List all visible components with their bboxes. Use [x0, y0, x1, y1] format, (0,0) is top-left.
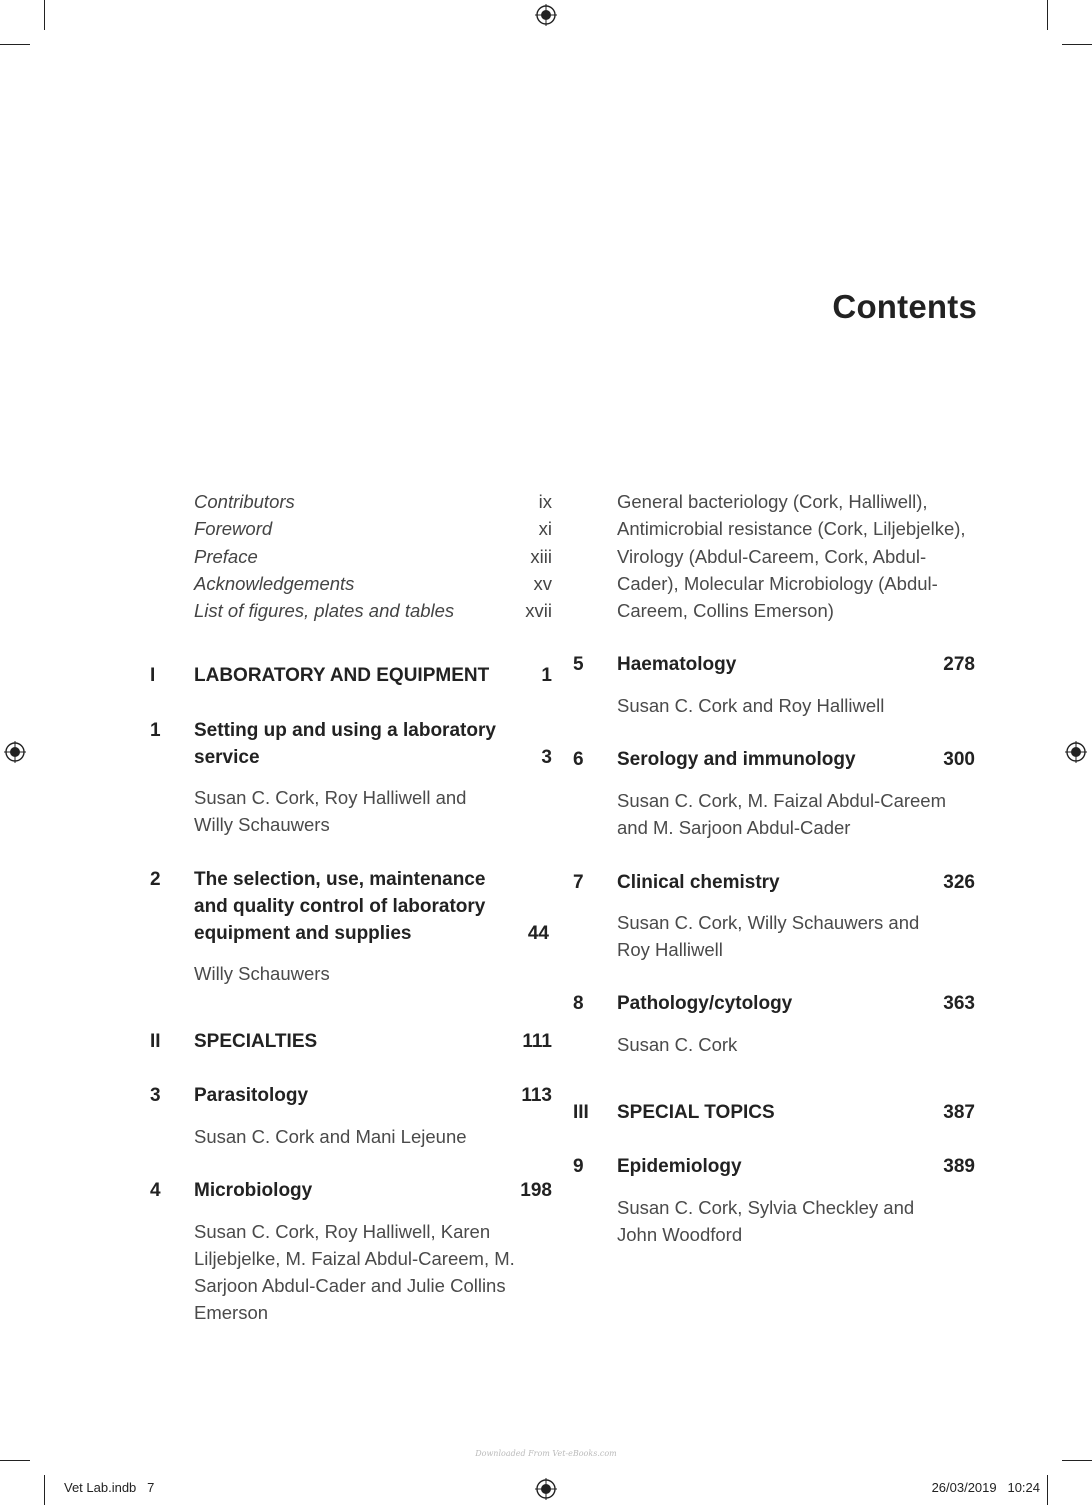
entry-title: Contributors: [194, 491, 295, 512]
chapter-page: 326: [943, 872, 975, 894]
chapter-authors: Susan C. Cork, M. Faizal Abdul-Careem and M. Sarjoon Abdul-Cader: [617, 790, 947, 839]
toc-entry-preface[interactable]: [194, 543, 552, 570]
toc-entry-acknowledgements[interactable]: [194, 570, 552, 597]
chapter-authors: Susan C. Cork: [617, 1034, 738, 1056]
chapter-title: Serology and immunology: [617, 749, 856, 771]
toc-chapter-4[interactable]: [150, 1177, 552, 1204]
part-title: SPECIALTIES: [194, 1031, 318, 1053]
toc-chapter-5[interactable]: [573, 651, 975, 678]
entry-title: List of figures, plates and tables: [194, 600, 455, 622]
crop-mark: [1062, 44, 1092, 45]
entry-page: xvii: [525, 600, 552, 622]
crop-mark: [44, 0, 45, 30]
chapter-title: Setting up and using a laboratory service: [194, 720, 496, 769]
registration-mark-icon: [1065, 741, 1087, 763]
chapter-title: Pathology/cytology: [617, 993, 793, 1015]
part-number: I: [150, 665, 156, 687]
chapter-title: Clinical chemistry: [617, 872, 780, 894]
chapter-number: 8: [573, 993, 584, 1015]
chapter-number: 1: [150, 720, 161, 742]
toc-entry-list-of-figures[interactable]: [194, 597, 552, 624]
crop-mark: [0, 44, 30, 45]
chapter-number: 5: [573, 654, 584, 676]
toc-chapter-6[interactable]: [573, 746, 975, 773]
entry-title: Foreword: [194, 518, 273, 540]
toc-chapter-8[interactable]: [573, 990, 975, 1017]
toc-chapter-2[interactable]: [150, 866, 552, 947]
part-page: 111: [522, 1031, 552, 1053]
front-matter-list: [194, 488, 552, 624]
chapter-title: Parasitology: [194, 1085, 309, 1107]
print-slug-date: 26/03/2019 10:24: [931, 1480, 1040, 1495]
chapter-title: Microbiology: [194, 1180, 313, 1202]
chapter-page: 389: [943, 1156, 975, 1178]
print-slug-file: Vet Lab.indb 7: [64, 1480, 155, 1495]
toc-entry-contributors[interactable]: [194, 488, 552, 515]
chapter-page: 3: [541, 747, 552, 769]
chapter-page: 363: [943, 993, 975, 1015]
part-page: 1: [541, 665, 552, 687]
chapter-authors: Susan C. Cork, Roy Halliwell and Willy Schauwers: [194, 787, 467, 836]
toc-chapter-3[interactable]: [150, 1082, 552, 1109]
chapter-page: 278: [943, 654, 975, 676]
part-title: SPECIAL TOPICS: [617, 1102, 775, 1124]
toc-entry-foreword[interactable]: [194, 515, 552, 542]
chapter-number: 2: [150, 869, 161, 891]
chapter-number: 9: [573, 1156, 584, 1178]
chapter-authors: Susan C. Cork, Sylvia Checkley and John Woodford: [617, 1197, 915, 1246]
chapter-number: 6: [573, 749, 584, 771]
toc-chapter-7[interactable]: [573, 869, 975, 896]
part-title: LABORATORY AND EQUIPMENT: [194, 665, 490, 687]
chapter-authors: Susan C. Cork, Willy Schauwers and Roy Halliwell: [617, 912, 920, 961]
chapter-title: Epidemiology: [617, 1156, 742, 1178]
chapter-page: 113: [521, 1085, 552, 1107]
toc-right-column: [573, 488, 975, 1248]
chapter-authors: Susan C. Cork, Roy Halliwell, Karen Liljebjelke, M. Faizal Abdul-Careem, M. Sarjoon Abdul-Cader and Julie Collins Emerson: [194, 1221, 515, 1324]
toc-chapter-1[interactable]: [150, 717, 552, 771]
crop-mark: [1062, 1460, 1092, 1461]
toc-left-column: [150, 488, 552, 1326]
crop-mark: [0, 1460, 30, 1461]
entry-title: Acknowledgements: [194, 572, 355, 594]
crop-mark: [1047, 1475, 1048, 1505]
chapter-number: 3: [150, 1085, 161, 1107]
chapter-page: 198: [520, 1180, 552, 1202]
crop-mark: [44, 1475, 45, 1505]
chapter-authors: Susan C. Cork and Roy Halliwell: [617, 695, 885, 717]
toc-part-1[interactable]: [150, 662, 552, 689]
part-page: 387: [943, 1102, 975, 1124]
part-number: III: [573, 1102, 589, 1124]
chapter-page: 44: [527, 923, 549, 945]
toc-chapter-9[interactable]: [573, 1153, 975, 1180]
registration-mark-icon: [4, 741, 26, 763]
chapter-title: The selection, use, maintenance and quality control of laboratory equipment and supplies: [194, 869, 486, 945]
entry-title: Preface: [194, 545, 258, 567]
chapter-title: Haematology: [617, 654, 737, 676]
registration-mark-icon: [535, 1478, 557, 1500]
toc-part-2[interactable]: [150, 1028, 552, 1055]
watermark: Downloaded From Vet-eBooks.com: [475, 1449, 617, 1458]
chapter-number: 4: [150, 1180, 161, 1202]
entry-page: ix: [538, 491, 552, 512]
chapter-page: 300: [943, 749, 975, 771]
chapter-authors: Willy Schauwers: [194, 963, 330, 985]
crop-mark: [1047, 0, 1048, 30]
part-number: II: [150, 1031, 161, 1053]
entry-page: xiii: [530, 545, 552, 567]
entry-page: xi: [538, 518, 552, 540]
chapter-number: 7: [573, 872, 584, 894]
microbiology-sections: General bacteriology (Cork, Halliwell), Antimicrobial resistance (Cork, Liljebjelke), Virology (Abdul-Careem, Cork, Abdul-Cader), Molecular Microbiology (Abdul-Careem, Collins Emerson): [617, 491, 966, 622]
entry-page: xv: [533, 572, 552, 594]
chapter-authors: Susan C. Cork and Mani Lejeune: [194, 1126, 467, 1148]
registration-mark-icon: [535, 4, 557, 26]
toc-part-3[interactable]: [573, 1099, 975, 1126]
page-title: Contents: [832, 288, 977, 325]
